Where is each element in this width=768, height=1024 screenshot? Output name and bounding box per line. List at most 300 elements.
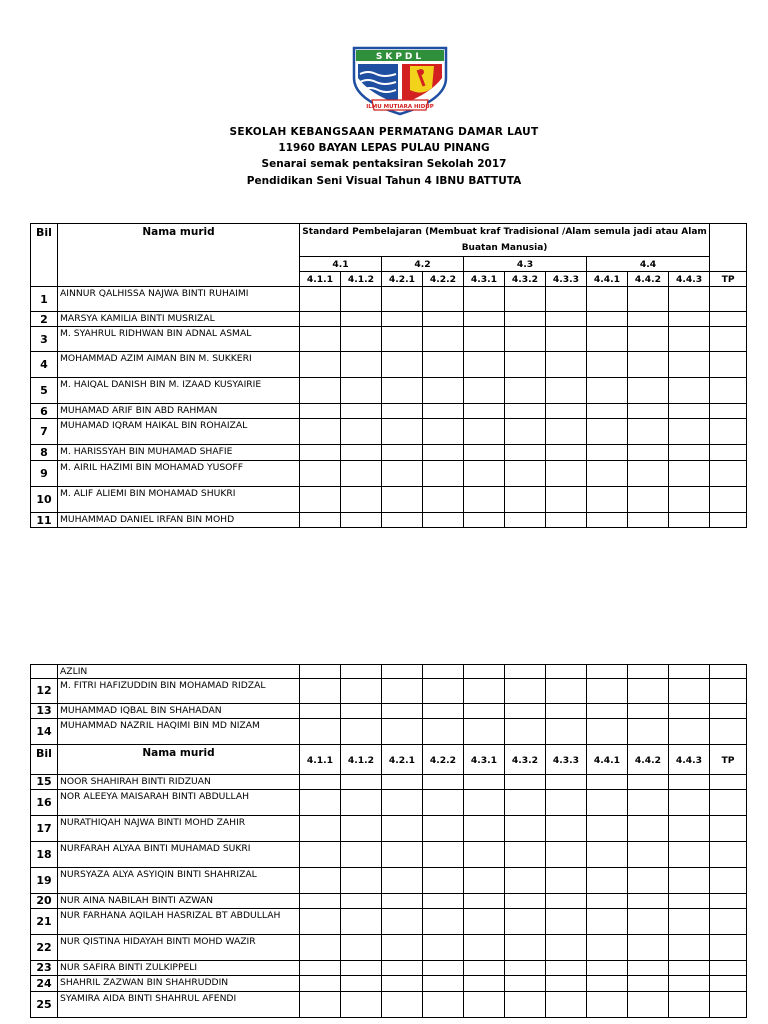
score-cell[interactable] [341, 841, 382, 867]
score-cell[interactable] [669, 327, 710, 352]
score-cell[interactable] [546, 513, 587, 528]
score-cell[interactable] [587, 718, 628, 744]
score-cell[interactable] [341, 487, 382, 513]
score-cell[interactable] [505, 934, 546, 960]
score-cell[interactable] [505, 378, 546, 404]
score-cell[interactable] [423, 975, 464, 991]
score-cell[interactable] [382, 774, 423, 789]
score-cell[interactable] [628, 461, 669, 487]
score-cell[interactable] [464, 445, 505, 461]
score-cell[interactable] [505, 513, 546, 528]
subcolumn-header: 4.3.1 [464, 272, 505, 287]
score-cell[interactable] [464, 774, 505, 789]
score-cell[interactable] [587, 419, 628, 445]
score-cell[interactable] [382, 841, 423, 867]
score-cell[interactable] [587, 908, 628, 934]
score-cell[interactable] [423, 665, 464, 679]
score-cell[interactable] [505, 287, 546, 312]
score-cell[interactable] [628, 934, 669, 960]
score-cell[interactable] [587, 703, 628, 718]
score-cell[interactable] [423, 445, 464, 461]
score-cell[interactable] [587, 352, 628, 378]
score-cell[interactable] [505, 893, 546, 908]
score-cell[interactable] [505, 703, 546, 718]
score-cell[interactable] [628, 815, 669, 841]
score-cell[interactable] [669, 841, 710, 867]
student-row [31, 445, 747, 461]
score-cell[interactable] [300, 867, 341, 893]
score-cell[interactable] [628, 975, 669, 991]
score-cell[interactable] [505, 445, 546, 461]
score-cell[interactable] [669, 287, 710, 312]
score-cell[interactable] [669, 718, 710, 744]
score-cell[interactable] [300, 934, 341, 960]
score-cell[interactable] [423, 378, 464, 404]
score-cell[interactable] [341, 815, 382, 841]
score-cell[interactable] [628, 327, 669, 352]
score-cell[interactable] [669, 378, 710, 404]
score-cell[interactable] [464, 404, 505, 419]
score-cell[interactable] [546, 419, 587, 445]
score-cell[interactable] [546, 487, 587, 513]
score-cell[interactable] [464, 352, 505, 378]
score-cell[interactable] [710, 789, 747, 815]
score-cell[interactable] [505, 815, 546, 841]
score-cell[interactable] [710, 487, 747, 513]
score-cell[interactable] [464, 487, 505, 513]
score-cell[interactable] [710, 513, 747, 528]
score-cell[interactable] [546, 461, 587, 487]
score-cell[interactable] [710, 867, 747, 893]
student-row [31, 352, 747, 378]
score-cell[interactable] [628, 445, 669, 461]
score-cell[interactable] [587, 404, 628, 419]
score-cell[interactable] [669, 461, 710, 487]
score-cell[interactable] [628, 841, 669, 867]
score-cell[interactable] [710, 841, 747, 867]
score-cell[interactable] [464, 718, 505, 744]
score-cell[interactable] [546, 815, 587, 841]
score-cell[interactable] [669, 960, 710, 975]
score-cell[interactable] [300, 815, 341, 841]
score-cell[interactable] [423, 867, 464, 893]
score-cell[interactable] [423, 287, 464, 312]
score-cell[interactable] [382, 312, 423, 327]
score-cell[interactable] [464, 703, 505, 718]
score-cell[interactable] [669, 867, 710, 893]
score-cell[interactable] [546, 975, 587, 991]
score-cell[interactable] [505, 487, 546, 513]
score-cell[interactable] [341, 352, 382, 378]
score-cell[interactable] [341, 327, 382, 352]
score-cell[interactable] [341, 934, 382, 960]
score-cell[interactable] [341, 678, 382, 703]
score-cell[interactable] [710, 352, 747, 378]
score-cell[interactable] [587, 378, 628, 404]
score-cell[interactable] [423, 513, 464, 528]
score-cell[interactable] [628, 352, 669, 378]
score-cell[interactable] [628, 718, 669, 744]
score-cell[interactable] [382, 908, 423, 934]
score-cell[interactable] [505, 789, 546, 815]
score-cell[interactable] [669, 665, 710, 679]
score-cell[interactable] [300, 991, 341, 1017]
score-cell[interactable] [423, 461, 464, 487]
score-cell[interactable] [546, 893, 587, 908]
score-cell[interactable] [669, 975, 710, 991]
score-cell[interactable] [300, 665, 341, 679]
score-cell[interactable] [710, 327, 747, 352]
score-cell[interactable] [464, 960, 505, 975]
score-cell[interactable] [382, 934, 423, 960]
score-cell[interactable] [423, 487, 464, 513]
score-cell[interactable] [669, 678, 710, 703]
score-cell[interactable] [300, 352, 341, 378]
score-cell[interactable] [546, 378, 587, 404]
score-cell[interactable] [300, 678, 341, 703]
score-cell[interactable] [464, 287, 505, 312]
score-cell[interactable] [423, 960, 464, 975]
score-cell[interactable] [382, 718, 423, 744]
score-cell[interactable] [300, 718, 341, 744]
score-cell[interactable] [669, 404, 710, 419]
score-cell[interactable] [300, 513, 341, 528]
score-cell[interactable] [341, 893, 382, 908]
score-cell[interactable] [382, 419, 423, 445]
score-cell[interactable] [587, 445, 628, 461]
score-cell[interactable] [710, 718, 747, 744]
score-cell[interactable] [628, 991, 669, 1017]
name-header: Nama murid [58, 224, 300, 287]
score-cell[interactable] [300, 461, 341, 487]
score-cell[interactable] [587, 893, 628, 908]
score-cell[interactable] [382, 867, 423, 893]
score-cell[interactable] [628, 893, 669, 908]
score-cell[interactable] [628, 960, 669, 975]
score-cell[interactable] [628, 404, 669, 419]
score-cell[interactable] [300, 419, 341, 445]
score-cell[interactable] [669, 352, 710, 378]
score-cell[interactable] [710, 665, 747, 679]
score-cell[interactable] [669, 487, 710, 513]
score-cell[interactable] [382, 513, 423, 528]
score-cell[interactable] [628, 908, 669, 934]
score-cell[interactable] [464, 867, 505, 893]
score-cell[interactable] [587, 867, 628, 893]
score-cell[interactable] [546, 960, 587, 975]
score-cell[interactable] [382, 445, 423, 461]
score-cell[interactable] [341, 461, 382, 487]
score-cell[interactable] [300, 378, 341, 404]
score-cell[interactable] [341, 774, 382, 789]
score-cell[interactable] [628, 487, 669, 513]
score-cell[interactable] [546, 287, 587, 312]
score-cell[interactable] [341, 378, 382, 404]
score-cell[interactable] [546, 908, 587, 934]
score-cell[interactable] [382, 665, 423, 679]
score-cell[interactable] [546, 312, 587, 327]
score-cell[interactable] [300, 960, 341, 975]
score-cell[interactable] [464, 378, 505, 404]
score-cell[interactable] [710, 378, 747, 404]
score-cell[interactable] [505, 461, 546, 487]
score-cell[interactable] [669, 419, 710, 445]
score-cell[interactable] [423, 789, 464, 815]
score-cell[interactable] [628, 378, 669, 404]
score-cell[interactable] [669, 893, 710, 908]
score-cell[interactable] [628, 774, 669, 789]
score-cell[interactable] [710, 419, 747, 445]
score-cell[interactable] [464, 934, 505, 960]
score-cell[interactable] [710, 312, 747, 327]
score-cell[interactable] [587, 513, 628, 528]
score-cell[interactable] [669, 934, 710, 960]
score-cell[interactable] [710, 975, 747, 991]
score-cell[interactable] [669, 991, 710, 1017]
score-cell[interactable] [382, 378, 423, 404]
student-row [31, 404, 747, 419]
score-cell[interactable] [546, 934, 587, 960]
score-cell[interactable] [587, 789, 628, 815]
score-cell[interactable] [628, 419, 669, 445]
score-cell[interactable] [546, 445, 587, 461]
score-cell[interactable] [587, 327, 628, 352]
score-cell[interactable] [423, 815, 464, 841]
score-cell[interactable] [341, 908, 382, 934]
score-cell[interactable] [587, 678, 628, 703]
student-name: MUHAMMAD IQBAL BIN SHAHADAN [58, 703, 300, 718]
score-cell[interactable] [300, 312, 341, 327]
score-cell[interactable] [382, 287, 423, 312]
score-cell[interactable] [710, 678, 747, 703]
score-cell[interactable] [382, 975, 423, 991]
student-name: NOR ALEEYA MAISARAH BINTI ABDULLAH [58, 789, 300, 815]
score-cell[interactable] [300, 789, 341, 815]
score-cell[interactable] [505, 404, 546, 419]
score-cell[interactable] [505, 352, 546, 378]
score-cell[interactable] [505, 327, 546, 352]
score-cell[interactable] [464, 665, 505, 679]
score-cell[interactable] [587, 665, 628, 679]
score-cell[interactable] [587, 487, 628, 513]
score-cell[interactable] [464, 991, 505, 1017]
score-cell[interactable] [628, 665, 669, 679]
score-cell[interactable] [464, 312, 505, 327]
score-cell[interactable] [546, 327, 587, 352]
score-cell[interactable] [341, 445, 382, 461]
score-cell[interactable] [587, 774, 628, 789]
score-cell[interactable] [505, 718, 546, 744]
score-cell[interactable] [464, 975, 505, 991]
score-cell[interactable] [710, 404, 747, 419]
score-cell[interactable] [382, 789, 423, 815]
score-cell[interactable] [628, 513, 669, 528]
student-row [31, 703, 747, 718]
score-cell[interactable] [341, 703, 382, 718]
score-cell[interactable] [341, 718, 382, 744]
subcolumn-header: 4.1.1 [300, 272, 341, 287]
score-cell[interactable] [505, 678, 546, 703]
score-cell[interactable] [505, 841, 546, 867]
score-cell[interactable] [464, 893, 505, 908]
score-cell[interactable] [423, 327, 464, 352]
score-cell[interactable] [382, 893, 423, 908]
score-cell[interactable] [505, 774, 546, 789]
score-cell[interactable] [669, 815, 710, 841]
score-cell[interactable] [505, 665, 546, 679]
score-cell[interactable] [382, 815, 423, 841]
score-cell[interactable] [710, 774, 747, 789]
score-cell[interactable] [464, 678, 505, 703]
score-cell[interactable] [587, 975, 628, 991]
score-cell[interactable] [546, 352, 587, 378]
score-cell[interactable] [341, 991, 382, 1017]
score-cell[interactable] [423, 404, 464, 419]
score-cell[interactable] [464, 841, 505, 867]
score-cell[interactable] [505, 908, 546, 934]
score-cell[interactable] [464, 419, 505, 445]
group-header: 4.2 [382, 257, 464, 272]
score-cell[interactable] [423, 678, 464, 703]
score-cell[interactable] [464, 815, 505, 841]
score-cell[interactable] [587, 934, 628, 960]
score-cell[interactable] [423, 352, 464, 378]
score-cell[interactable] [300, 841, 341, 867]
score-cell[interactable] [505, 975, 546, 991]
score-cell[interactable] [710, 960, 747, 975]
score-cell[interactable] [669, 445, 710, 461]
score-cell[interactable] [710, 461, 747, 487]
score-cell[interactable] [300, 445, 341, 461]
score-cell[interactable] [628, 789, 669, 815]
score-cell[interactable] [587, 960, 628, 975]
score-cell[interactable] [505, 991, 546, 1017]
score-cell[interactable] [423, 703, 464, 718]
score-cell[interactable] [546, 841, 587, 867]
score-cell[interactable] [628, 867, 669, 893]
score-cell[interactable] [464, 327, 505, 352]
score-cell[interactable] [464, 908, 505, 934]
score-cell[interactable] [423, 934, 464, 960]
score-cell[interactable] [710, 815, 747, 841]
score-cell[interactable] [546, 718, 587, 744]
score-cell[interactable] [300, 487, 341, 513]
score-cell[interactable] [669, 703, 710, 718]
score-cell[interactable] [300, 404, 341, 419]
score-cell[interactable] [423, 774, 464, 789]
score-cell[interactable] [587, 461, 628, 487]
score-cell[interactable] [546, 774, 587, 789]
score-cell[interactable] [341, 960, 382, 975]
score-cell[interactable] [300, 908, 341, 934]
score-cell[interactable] [546, 703, 587, 718]
score-cell[interactable] [587, 991, 628, 1017]
score-cell[interactable] [587, 312, 628, 327]
score-cell[interactable] [300, 774, 341, 789]
score-cell[interactable] [382, 960, 423, 975]
score-cell[interactable] [505, 419, 546, 445]
score-cell[interactable] [423, 908, 464, 934]
score-cell[interactable] [464, 461, 505, 487]
score-cell[interactable] [710, 991, 747, 1017]
score-cell[interactable] [341, 975, 382, 991]
logo-motto: ILMU MUTIARA HIDUP [366, 104, 434, 110]
score-cell[interactable] [382, 352, 423, 378]
score-cell[interactable] [341, 789, 382, 815]
score-cell[interactable] [382, 461, 423, 487]
score-cell[interactable] [710, 287, 747, 312]
score-cell[interactable] [587, 815, 628, 841]
score-cell[interactable] [546, 665, 587, 679]
score-cell[interactable] [710, 703, 747, 718]
score-cell[interactable] [382, 991, 423, 1017]
score-cell[interactable] [628, 287, 669, 312]
score-cell[interactable] [382, 327, 423, 352]
score-cell[interactable] [546, 404, 587, 419]
score-cell[interactable] [464, 513, 505, 528]
bil-header: Bil [31, 744, 58, 774]
score-cell[interactable] [505, 867, 546, 893]
score-cell[interactable] [669, 312, 710, 327]
score-cell[interactable] [710, 445, 747, 461]
score-cell[interactable] [628, 312, 669, 327]
score-cell[interactable] [710, 893, 747, 908]
score-cell[interactable] [546, 867, 587, 893]
subcolumn-header: TP [710, 744, 747, 774]
score-cell[interactable] [341, 867, 382, 893]
score-cell[interactable] [505, 312, 546, 327]
score-cell[interactable] [341, 665, 382, 679]
score-cell[interactable] [669, 513, 710, 528]
score-cell[interactable] [423, 419, 464, 445]
score-cell[interactable] [546, 678, 587, 703]
score-cell[interactable] [341, 419, 382, 445]
score-cell[interactable] [382, 678, 423, 703]
score-cell[interactable] [669, 789, 710, 815]
score-cell[interactable] [300, 975, 341, 991]
score-cell[interactable] [710, 908, 747, 934]
score-cell[interactable] [341, 312, 382, 327]
score-cell[interactable] [628, 678, 669, 703]
score-cell[interactable] [341, 287, 382, 312]
score-cell[interactable] [423, 893, 464, 908]
score-cell[interactable] [423, 841, 464, 867]
score-cell[interactable] [382, 404, 423, 419]
score-cell[interactable] [382, 487, 423, 513]
score-cell[interactable] [300, 703, 341, 718]
score-cell[interactable] [300, 287, 341, 312]
score-cell[interactable] [341, 513, 382, 528]
score-cell[interactable] [587, 287, 628, 312]
score-cell[interactable] [669, 908, 710, 934]
score-cell[interactable] [546, 991, 587, 1017]
score-cell[interactable] [505, 960, 546, 975]
score-cell[interactable] [423, 312, 464, 327]
score-cell[interactable] [382, 703, 423, 718]
score-cell[interactable] [710, 934, 747, 960]
score-cell[interactable] [423, 991, 464, 1017]
score-cell[interactable] [341, 404, 382, 419]
score-cell[interactable] [628, 703, 669, 718]
score-cell[interactable] [300, 893, 341, 908]
score-cell[interactable] [423, 718, 464, 744]
score-cell[interactable] [464, 789, 505, 815]
score-cell[interactable] [546, 789, 587, 815]
score-cell[interactable] [587, 841, 628, 867]
score-cell[interactable] [300, 327, 341, 352]
score-cell[interactable] [669, 774, 710, 789]
student-name: MUHAMAD IQRAM HAIKAL BIN ROHAIZAL [58, 419, 300, 445]
